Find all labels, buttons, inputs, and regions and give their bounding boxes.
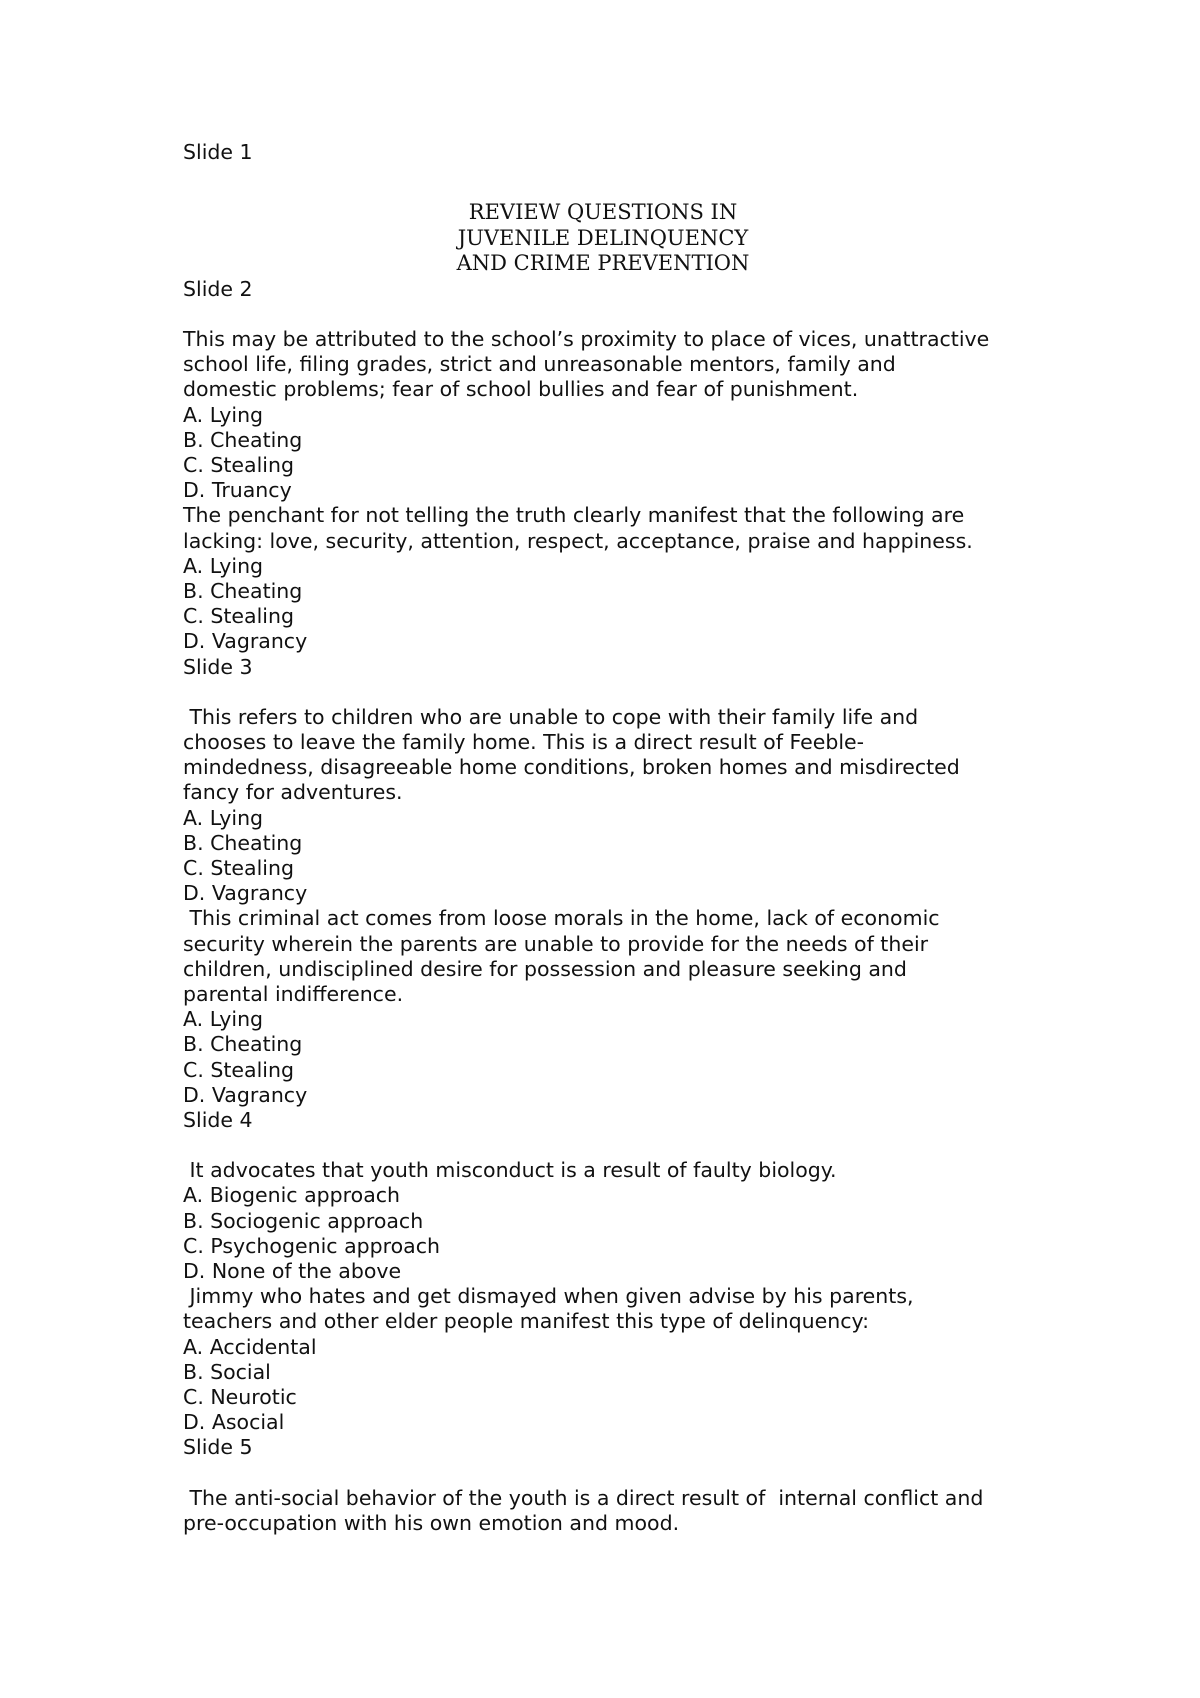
question-text-line: school life, filing grades, strict and unreasonable mentors, family and bbox=[183, 352, 896, 377]
option-b: B. Cheating bbox=[183, 1032, 303, 1057]
slide-3-label: Slide 3 bbox=[183, 654, 253, 679]
answer-options bbox=[183, 554, 1063, 655]
question-text-line: parental indifference. bbox=[183, 981, 404, 1006]
document-title bbox=[183, 200, 1023, 277]
option-d: D. Vagrancy bbox=[183, 629, 308, 654]
option-c: C. Neurotic bbox=[183, 1385, 297, 1410]
question-text-line: children, undisciplined desire for possession and pleasure seeking and bbox=[183, 956, 907, 981]
option-a: A. Lying bbox=[183, 553, 264, 578]
option-c: C. Stealing bbox=[183, 855, 294, 880]
question-text-line: chooses to leave the family home. This is a direct result of Feeble- bbox=[183, 729, 865, 754]
option-a: A. Lying bbox=[183, 402, 264, 427]
answer-options bbox=[183, 1007, 1063, 1108]
option-a: A. Lying bbox=[183, 1007, 264, 1032]
question-text-line: This refers to children who are unable to cope with their family life and bbox=[183, 704, 919, 729]
title-line-1: REVIEW QUESTIONS IN bbox=[468, 200, 738, 225]
question-text-line: This criminal act comes from loose morals in the home, lack of economic bbox=[183, 906, 940, 931]
option-d: D. Vagrancy bbox=[183, 1082, 308, 1107]
option-d: D. None of the above bbox=[183, 1259, 402, 1284]
option-d: D. Vagrancy bbox=[183, 881, 308, 906]
question-text-line: Jimmy who hates and get dismayed when given advise by his parents, bbox=[183, 1284, 914, 1309]
question-text-line: domestic problems; fear of school bullies and fear of punishment. bbox=[183, 377, 859, 402]
option-a: A. Accidental bbox=[183, 1334, 317, 1359]
option-c: C. Stealing bbox=[183, 1057, 294, 1082]
option-a: A. Lying bbox=[183, 805, 264, 830]
option-b: B. Social bbox=[183, 1359, 271, 1384]
slide-2-question-1 bbox=[183, 327, 1063, 503]
option-b: B. Sociogenic approach bbox=[183, 1208, 424, 1233]
option-b: B. Cheating bbox=[183, 578, 303, 603]
answer-options bbox=[183, 403, 1063, 504]
option-c: C. Stealing bbox=[183, 452, 294, 477]
question-text-line: mindedness, disagreeable home conditions, broken homes and misdirected bbox=[183, 755, 960, 780]
slide-3-question-2 bbox=[183, 906, 1063, 1108]
question-text-line: security wherein the parents are unable to provide for the needs of their bbox=[183, 931, 929, 956]
question-text-line: It advocates that youth misconduct is a result of faulty biology. bbox=[183, 1158, 837, 1183]
option-a: A. Biogenic approach bbox=[183, 1183, 401, 1208]
title-line-2: JUVENILE DELINQUENCY bbox=[457, 225, 749, 250]
slide-1-label: Slide 1 bbox=[183, 140, 253, 164]
option-d: D. Asocial bbox=[183, 1410, 285, 1435]
question-text-line: teachers and other elder people manifest this type of delinquency: bbox=[183, 1309, 870, 1334]
question-text-line: fancy for adventures. bbox=[183, 780, 403, 805]
slide-2-question-2 bbox=[183, 503, 1063, 654]
document-page bbox=[183, 140, 1063, 1536]
option-c: C. Stealing bbox=[183, 604, 294, 629]
slide-4-label: Slide 4 bbox=[183, 1108, 253, 1132]
option-b: B. Cheating bbox=[183, 830, 303, 855]
option-c: C. Psychogenic approach bbox=[183, 1233, 441, 1258]
slide-5-question-1 bbox=[183, 1486, 1063, 1536]
slide-4-question-2 bbox=[183, 1284, 1063, 1435]
question-text-line: lacking: love, security, attention, respect, acceptance, praise and happiness. bbox=[183, 528, 973, 553]
slide-3-question-1 bbox=[183, 705, 1063, 907]
slide-2-label: Slide 2 bbox=[183, 276, 253, 301]
question-text-line: This may be attributed to the school’s proximity to place of vices, unattractive bbox=[183, 326, 990, 351]
answer-options bbox=[183, 806, 1063, 907]
question-text-line: The anti-social behavior of the youth is a direct result of internal conflict and bbox=[183, 1485, 984, 1510]
answer-options bbox=[183, 1335, 1063, 1436]
slide-4-question-1 bbox=[183, 1158, 1063, 1284]
answer-options bbox=[183, 1183, 1063, 1284]
title-line-3: AND CRIME PREVENTION bbox=[456, 251, 750, 276]
slide-5-label: Slide 5 bbox=[183, 1435, 253, 1460]
option-d: D. Truancy bbox=[183, 478, 292, 503]
option-b: B. Cheating bbox=[183, 427, 303, 452]
question-text-line: pre-occupation with his own emotion and mood. bbox=[183, 1510, 680, 1535]
question-text-line: The penchant for not telling the truth clearly manifest that the following are bbox=[183, 503, 965, 528]
